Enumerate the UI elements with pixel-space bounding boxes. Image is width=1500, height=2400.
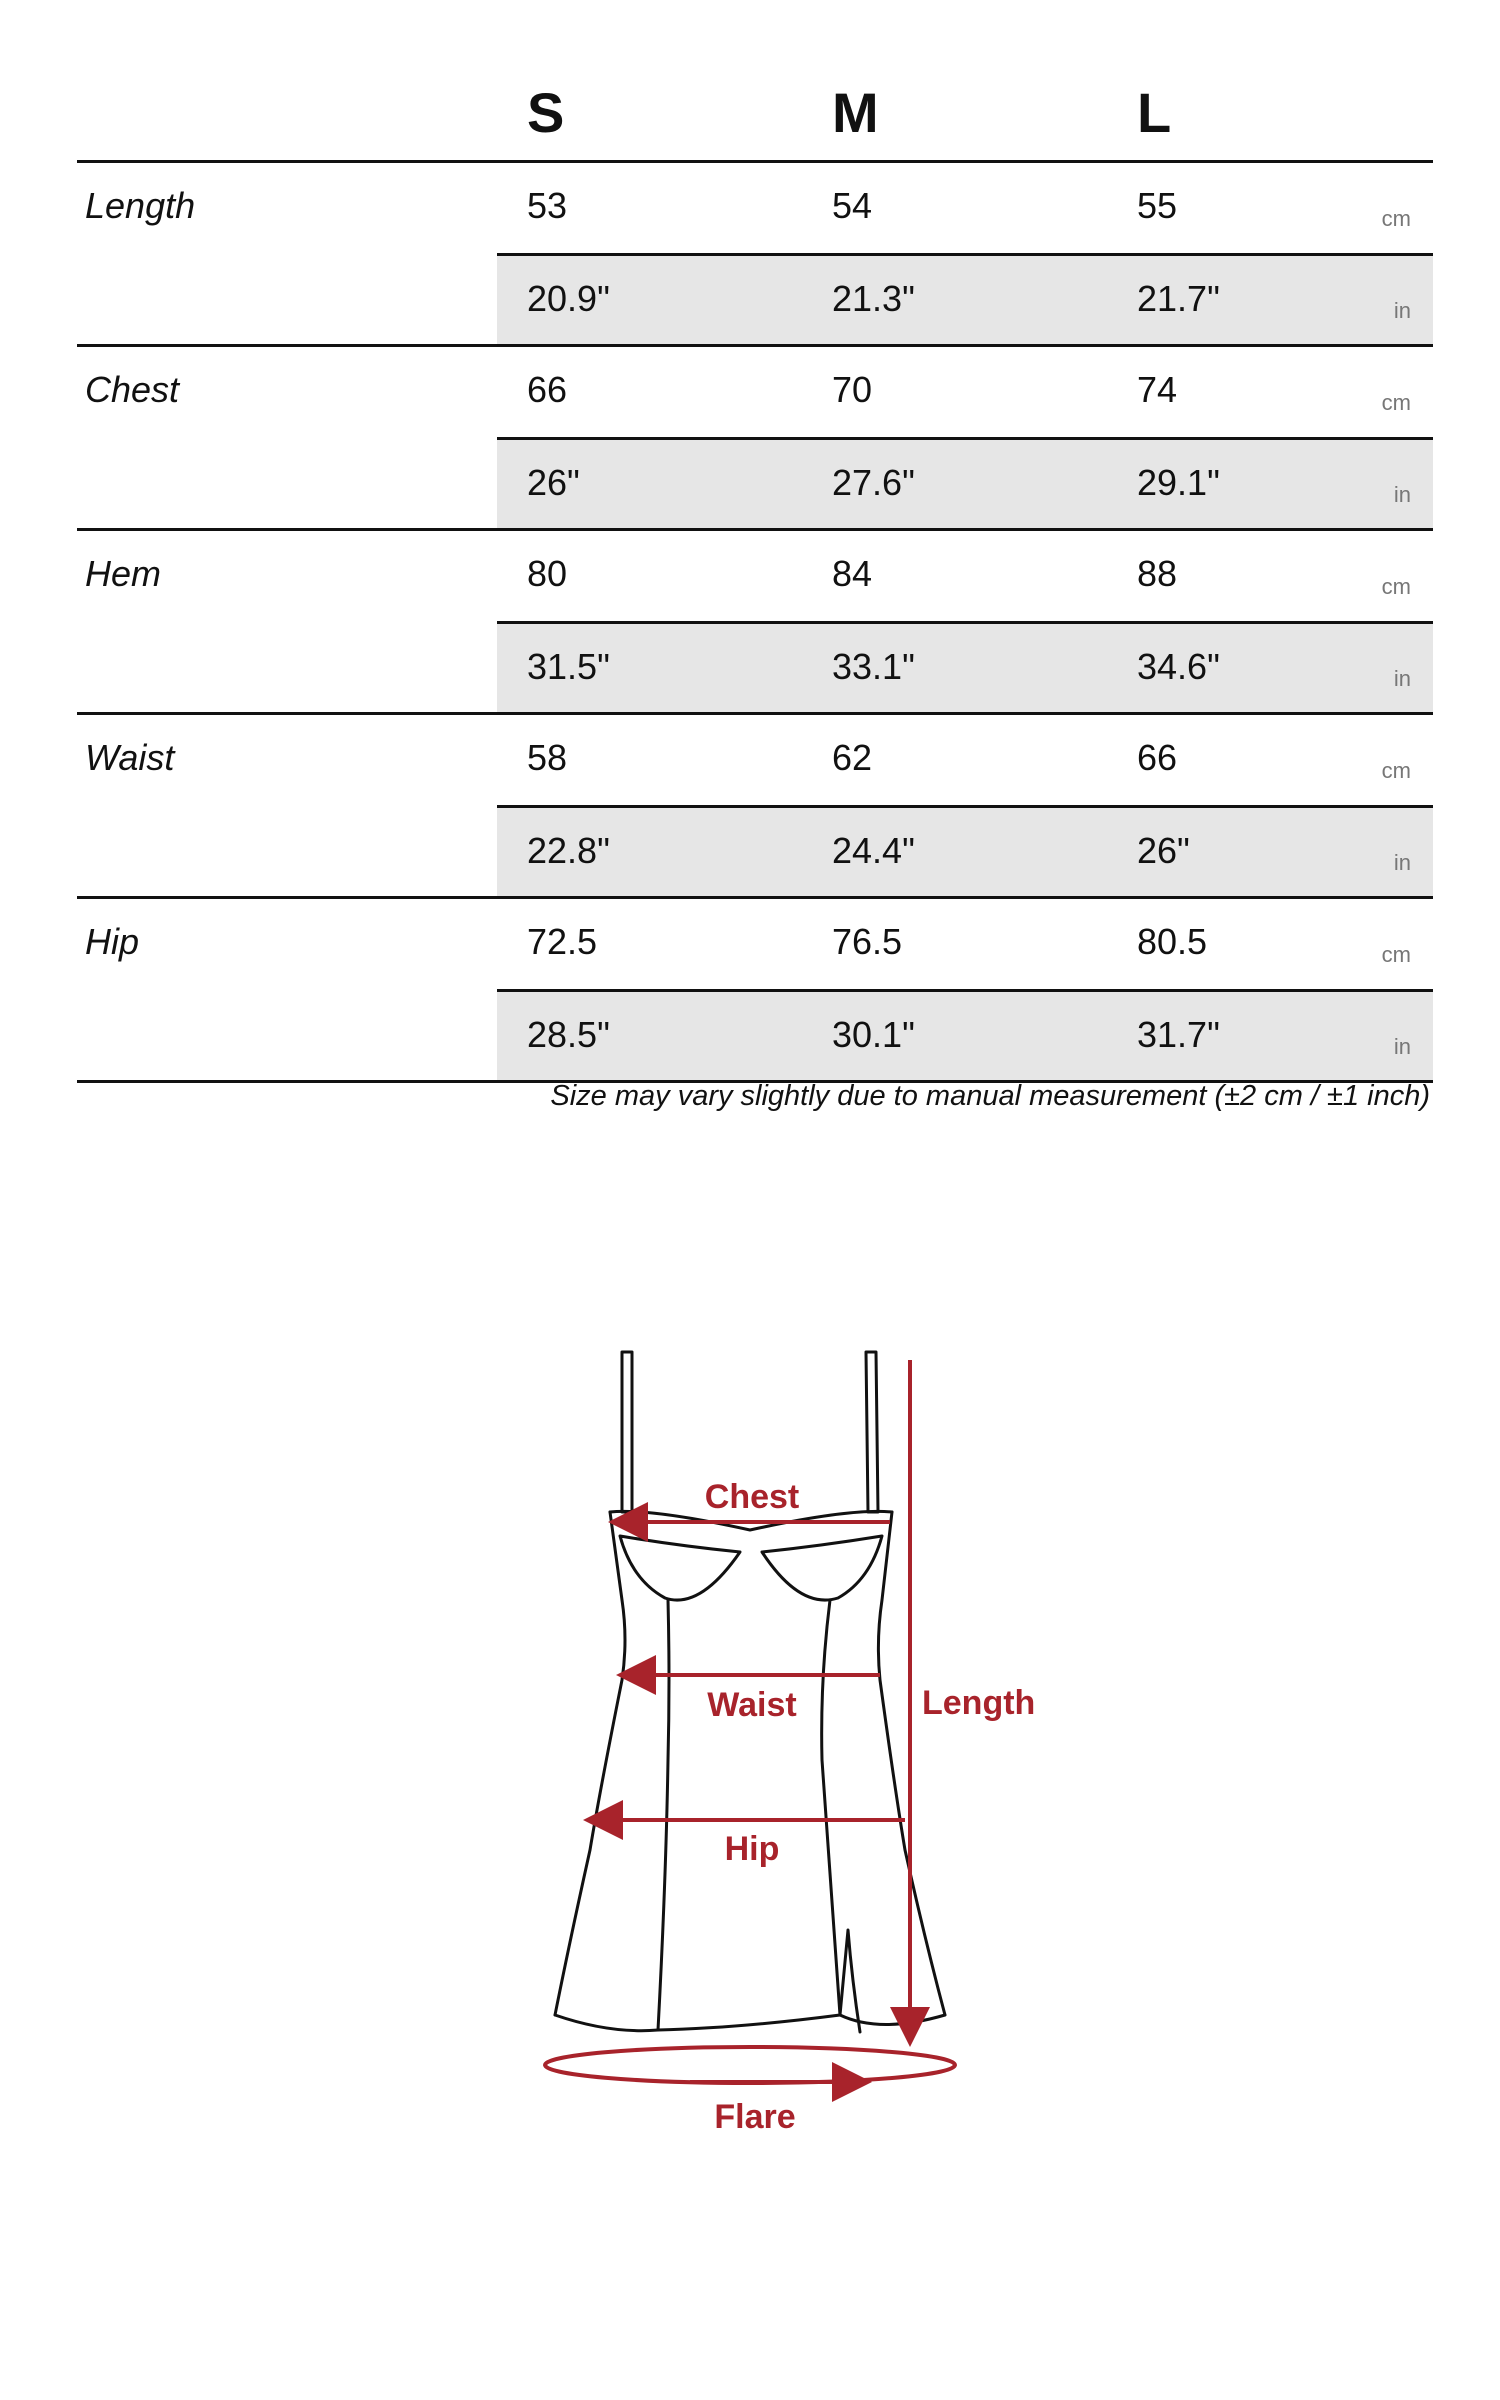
value-cell: 28.5" [527,1014,610,1055]
right-panel-seam [822,1600,840,2015]
right-cup [762,1536,882,1600]
value-cell: 66 [1137,737,1178,778]
measurement-name: Hip [85,921,140,962]
value-cell: 22.8" [527,830,610,871]
cm-row [497,715,1433,804]
dress-diagram [0,1340,1500,2220]
size-header-s: S [527,81,565,144]
hip-label: Hip [724,1830,780,1868]
chest-label: Chest [704,1478,800,1516]
value-cell: 26" [1137,830,1190,871]
value-cell: 27.6" [832,462,915,503]
value-cell: 31.5" [527,646,610,687]
cm-row [497,899,1433,988]
measurement-chest [77,347,1433,531]
measurement-name: Hem [85,553,162,594]
value-cell: 20.9" [527,278,610,319]
in-row [497,805,1433,896]
measurement-hip [77,899,1433,1083]
value-cell: 21.3" [832,278,915,319]
size-chart-table [77,70,1433,1083]
value-cell: 21.7" [1137,278,1220,319]
unit-label-in: in [1393,850,1411,875]
flare-label: Flare [714,2098,796,2136]
size-header-m: M [832,81,879,144]
left-cup [620,1536,740,1600]
unit-label-cm: cm [1381,942,1411,967]
measurement-waist [77,715,1433,899]
unit-label-in: in [1393,482,1411,507]
value-cell: 72.5 [527,921,598,962]
value-cell: 33.1" [832,646,915,687]
measurement-hem [77,531,1433,715]
value-cell: 74 [1137,369,1178,410]
measurement-disclaimer: Size may vary slightly due to manual measurement (±2 cm / ±1 inch) [550,1080,1430,1112]
unit-label-in: in [1393,666,1411,691]
measurement-name: Waist [85,737,175,778]
left-strap [622,1352,632,1512]
cm-row [497,531,1433,620]
value-cell: 80 [527,553,568,594]
value-cell: 66 [527,369,568,410]
left-panel-seam [658,1600,669,2030]
unit-label-cm: cm [1381,206,1411,231]
size-header-l: L [1137,81,1172,144]
value-cell: 58 [527,737,568,778]
size-header-row [77,70,1433,163]
in-row [497,621,1433,712]
unit-label-cm: cm [1381,390,1411,415]
waist-label: Waist [707,1686,797,1724]
value-cell: 54 [832,185,873,226]
length-label: Length [922,1684,1036,1722]
value-cell: 34.6" [1137,646,1220,687]
measurement-name: Chest [85,369,180,410]
value-cell: 29.1" [1137,462,1220,503]
in-row [497,253,1433,344]
value-cell: 76.5 [832,921,903,962]
value-cell: 80.5 [1137,921,1208,962]
unit-label-in: in [1393,298,1411,323]
left-side-seam [555,1512,625,2015]
unit-label-cm: cm [1381,574,1411,599]
value-cell: 62 [832,737,873,778]
flare-ellipse [545,2047,955,2083]
measurement-length [77,163,1433,347]
right-strap [866,1352,878,1512]
value-cell: 55 [1137,185,1178,226]
value-cell: 31.7" [1137,1014,1220,1055]
unit-label-cm: cm [1381,758,1411,783]
value-cell: 30.1" [832,1014,915,1055]
in-row [497,989,1433,1080]
hem-line [555,2015,945,2031]
unit-label-in: in [1393,1034,1411,1059]
cm-row [497,163,1433,252]
value-cell: 70 [832,369,873,410]
cm-row [497,347,1433,436]
value-cell: 26" [527,462,580,503]
value-cell: 84 [832,553,873,594]
value-cell: 88 [1137,553,1178,594]
measurement-name: Length [85,185,196,226]
value-cell: 24.4" [832,830,915,871]
in-row [497,437,1433,528]
value-cell: 53 [527,185,568,226]
